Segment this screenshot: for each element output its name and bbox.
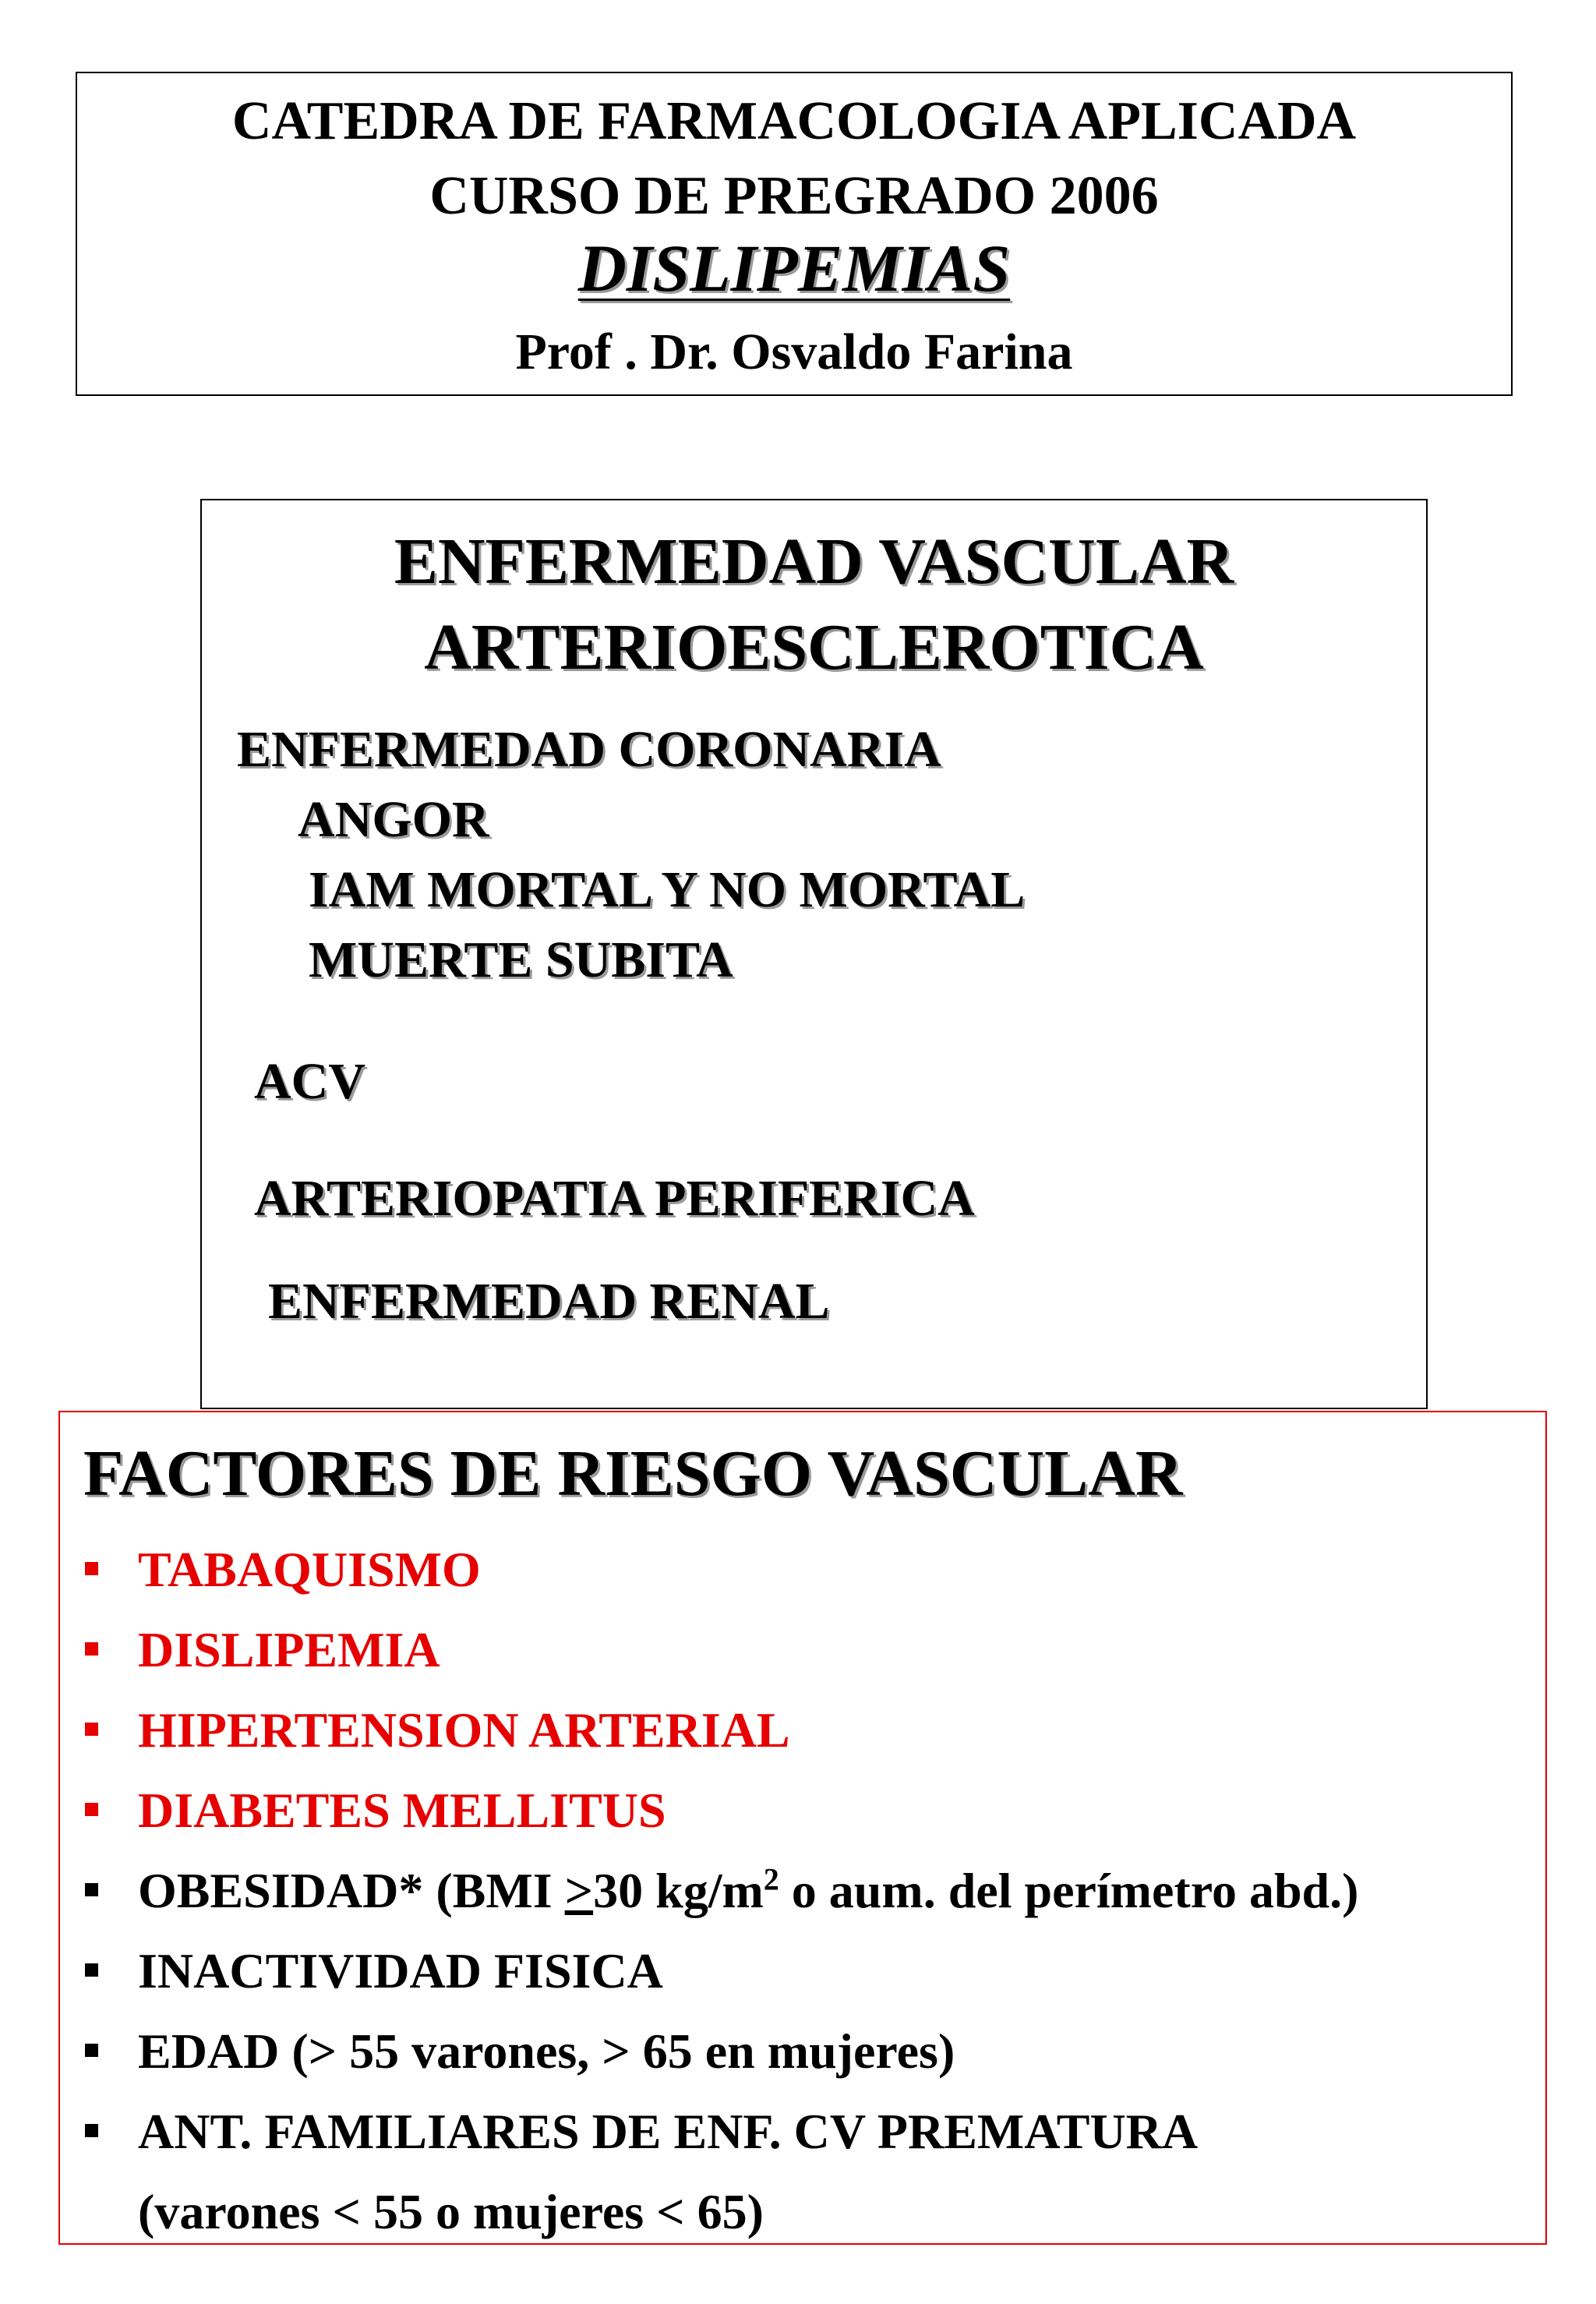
risk-item-text: DIABETES MELLITUS xyxy=(138,1783,666,1838)
risk-item xyxy=(83,1610,1358,1690)
risk-item-value: 30 kg/m xyxy=(593,1863,764,1918)
square-bullet-icon xyxy=(85,2044,98,2057)
disease-title-line1: ENFERMEDAD VASCULAR xyxy=(394,525,1234,598)
course-department: CATEDRA DE FARMACOLOGIA APLICADA xyxy=(231,91,1357,151)
document-title: DISLIPEMIAS xyxy=(577,231,1011,306)
item-angor: ANGOR xyxy=(298,791,489,848)
risk-item-text: TABAQUISMO xyxy=(138,1542,481,1597)
risk-item-text: HIPERTENSION ARTERIAL xyxy=(138,1702,790,1758)
risk-item-text: DISLIPEMIA xyxy=(138,1622,440,1677)
square-bullet-icon xyxy=(85,1562,98,1575)
risk-factors-box xyxy=(58,1411,1547,2245)
risk-item xyxy=(83,1529,1358,1610)
risk-item xyxy=(83,1850,1358,1931)
risk-item-text-suffix: o aum. del perímetro abd.) xyxy=(779,1863,1359,1918)
square-bullet-icon xyxy=(85,1642,98,1656)
risk-item xyxy=(83,1690,1358,1770)
risk-factors-title: FACTORES DE RIESGO VASCULAR xyxy=(83,1437,1183,1510)
disease-box-title xyxy=(202,519,1426,691)
item-acv: ACV xyxy=(254,1053,365,1110)
author: Prof . Dr. Osvaldo Farina xyxy=(515,323,1073,380)
risk-item-continuation: (varones < 55 o mujeres < 65) xyxy=(138,2184,764,2239)
header-box xyxy=(76,72,1513,396)
risk-item-text-prefix: OBESIDAD* (BMI xyxy=(138,1863,565,1918)
item-enfermedad-coronaria: ENFERMEDAD CORONARIA xyxy=(237,721,941,778)
greater-equal-sign: > xyxy=(564,1863,594,1918)
square-bullet-icon xyxy=(85,2124,98,2137)
square-bullet-icon xyxy=(85,1723,98,1736)
risk-factors-list xyxy=(83,1529,1358,2252)
risk-item-text: INACTIVIDAD FISICA xyxy=(138,1943,663,1998)
risk-item xyxy=(83,2011,1358,2091)
item-enfermedad-renal: ENFERMEDAD RENAL xyxy=(268,1273,830,1330)
item-iam: IAM MORTAL Y NO MORTAL xyxy=(309,861,1026,918)
risk-item-text: ANT. FAMILIARES DE ENF. CV PREMATURA xyxy=(138,2104,1199,2159)
superscript: 2 xyxy=(763,1861,779,1897)
square-bullet-icon xyxy=(85,1803,98,1816)
item-muerte-subita: MUERTE SUBITA xyxy=(309,931,733,988)
course-name: CURSO DE PREGRADO 2006 xyxy=(429,166,1159,226)
disease-box xyxy=(200,499,1428,1409)
square-bullet-icon xyxy=(85,1883,98,1896)
item-arteriopatia-periferica: ARTERIOPATIA PERIFERICA xyxy=(254,1170,975,1227)
risk-item xyxy=(83,1770,1358,1850)
square-bullet-icon xyxy=(85,1963,98,1977)
risk-item xyxy=(83,2091,1358,2171)
disease-title-line2: ARTERIOESCLEROTICA xyxy=(424,611,1204,684)
risk-item-text: EDAD (> 55 varones, > 65 en mujeres) xyxy=(138,2023,955,2079)
risk-item xyxy=(83,1931,1358,2011)
